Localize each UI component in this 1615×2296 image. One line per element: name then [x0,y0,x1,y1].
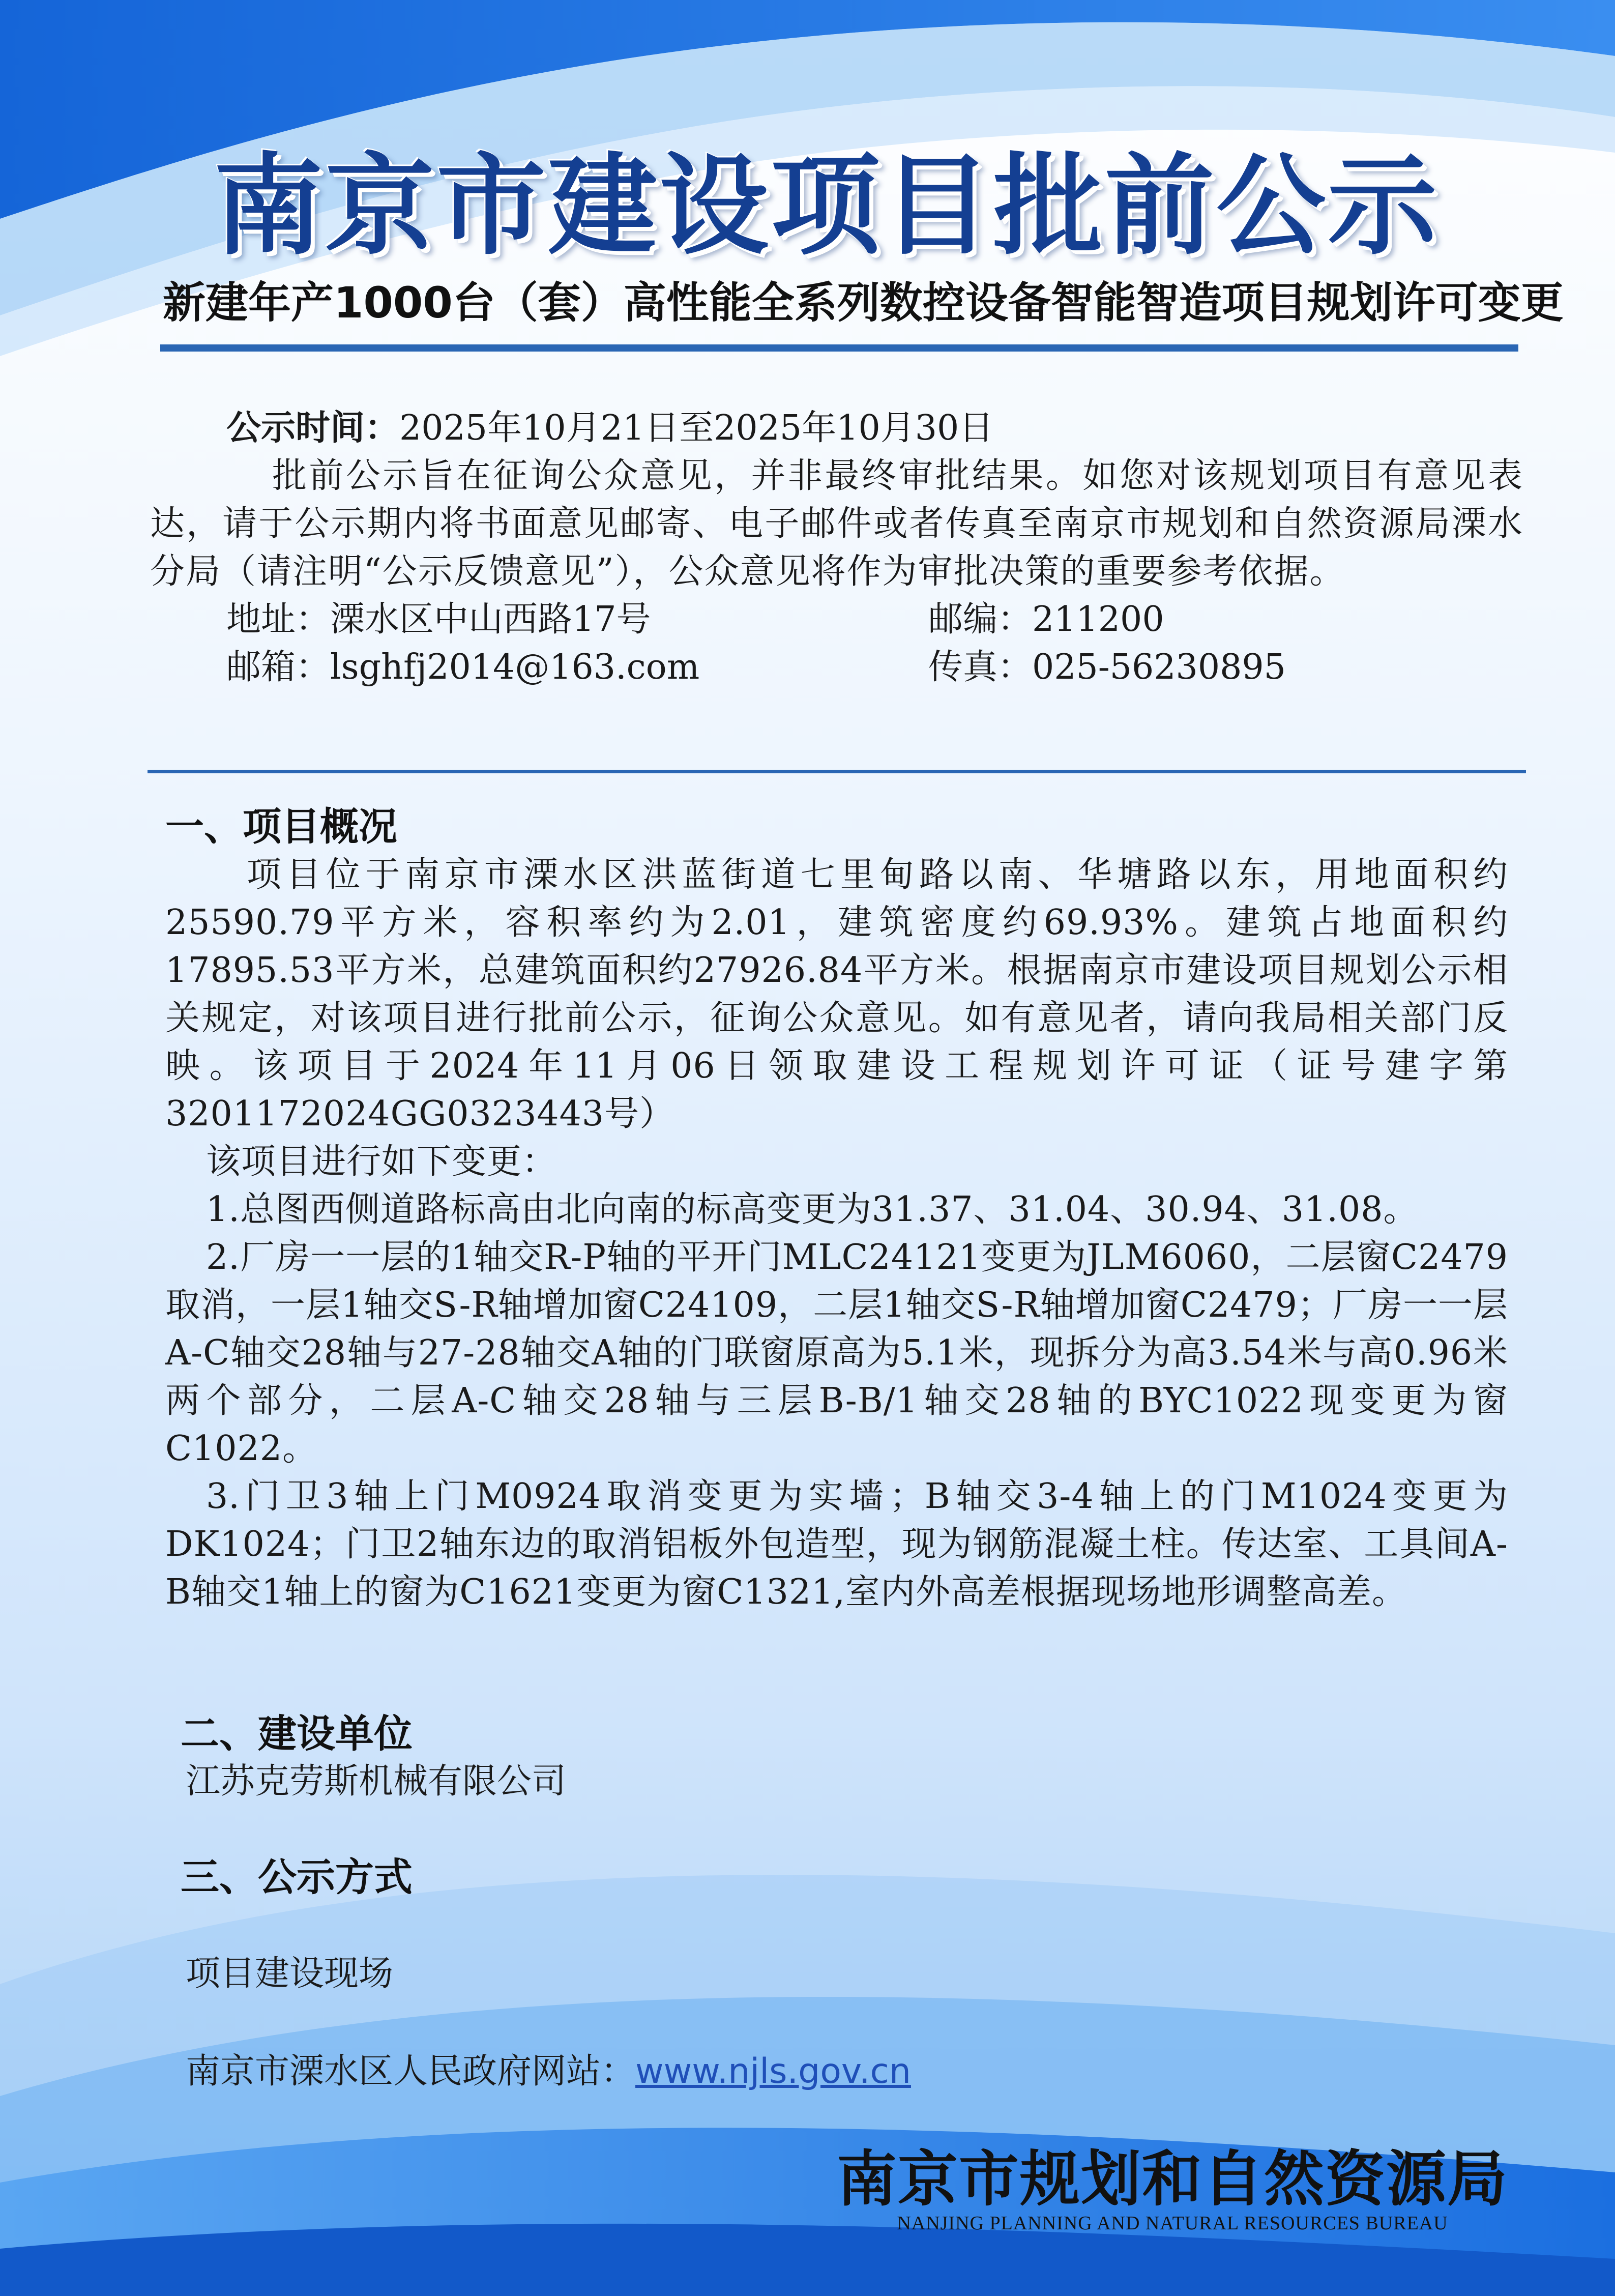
method-web-label: 南京市溧水区人民政府网站： [186,2051,636,2091]
change-item-3: 3.门卫3轴上门M0924取消变更为实墙；B轴交3-4轴上的门M1024变更为DK1024；门卫2轴东边的取消铝板外包造型，现为钢筋混凝土柱。传达室、工具间A-B轴交1轴上的窗为C1621变更为窗C1321,室内外高差根据现场地形调整高差。 [165,1476,1508,1612]
notice-time-value: 2025年10月21日至2025年10月30日 [399,408,994,448]
bureau-name: 南京市规划和自然资源局 [836,2143,1508,2214]
government-website-link[interactable]: www.njls.gov.cn [635,2051,911,2091]
bureau-name-english: NANJING PLANNING AND NATURAL RESOURCES BUREAU [897,2213,1448,2234]
section-divider [148,770,1526,773]
notice-body: 批前公示旨在征询公众意见，并非最终审批结果。如您对该规划项目有意见表达，请于公示期内将书面意见邮寄、电子邮件或者传真至南京市规划和自然资源局溧水分局（请注明“公示反馈意见”），公众意见将作为审批决策的重要参考依据。 [150,456,1523,592]
section-heading-builder: 二、建设单位 [181,1711,413,1756]
section-heading-overview: 一、项目概况 [165,804,397,849]
change-item-2: 2.厂房一一层的1轴交R-P轴的平开门MLC24121变更为JLM6060，二层窗C2479取消，一层1轴交S-R轴增加窗C24109，二层1轴交S-R轴增加窗C2479；厂房一一层A-C轴交28轴与27-28轴交A轴的门联窗原高为5.1米，现拆分为高3.54米与高0.96米两个部分，二层A-C轴交28轴与三层B-B/1轴交28轴的BYC1022现变更为窗C1022。 [165,1237,1508,1469]
notice-time-label: 公示时间： [226,408,400,448]
address-text: 地址：溧水区中山西路17号 [226,599,651,640]
contact-row-2 [150,644,1523,691]
overview-body [165,851,1508,1616]
project-subtitle: 新建年产1000台（套）高性能全系列数控设备智能智造项目规划许可变更 [163,278,1564,328]
change-lead: 该项目进行如下变更： [206,1142,557,1182]
notice-time-line [150,404,1523,452]
overview-intro: 项目位于南京市溧水区洪蓝街道七里甸路以南、华塘路以东，用地面积约25590.79平方米，容积率约为2.01，建筑密度约69.93%。建筑占地面积约17895.53平方米，总建筑面积约27926.84平方米。根据南京市建设项目规划公示相关规定，对该项目进行批前公示，征询公众意见。如有意见者，请向我局相关部门反映。该项目于2024年11月06日领取建设工程规划许可证（证号建字第3201172024GG0323443号） [165,855,1508,1134]
method-web-line [186,2048,911,2096]
change-item-1: 1.总图西侧道路标高由北向南的标高变更为31.37、31.04、30.94、31.08。 [206,1189,1419,1230]
postcode-text: 邮编：211200 [928,599,1164,640]
section-heading-method: 三、公示方式 [181,1854,413,1900]
contact-row-1 [150,596,1523,644]
title-divider [160,344,1518,352]
fax-text: 传真：025-56230895 [928,647,1286,687]
builder-name: 江苏克劳斯机械有限公司 [186,1761,567,1801]
email-text: 邮箱：lsghfj2014@163.com [226,647,700,687]
main-title: 南京市建设项目批前公示 [214,142,1439,270]
notice-block [150,404,1523,691]
method-site: 项目建设现场 [186,1954,394,1994]
